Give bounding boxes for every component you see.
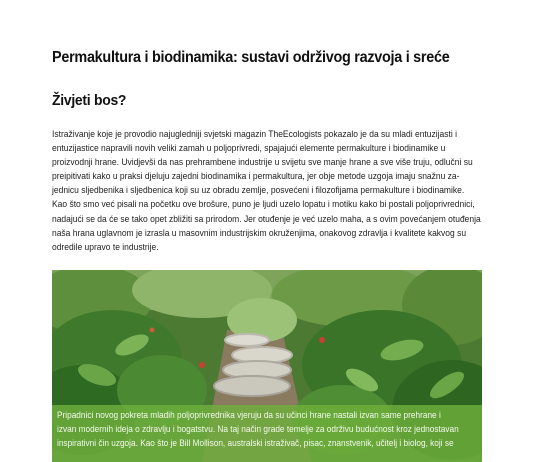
paragraph-line: jednicu sljedbenika i sljedbenica koji su uz obradu zemlje, posvećeni i filozofijama permakulture i biodinamike. [52, 184, 465, 196]
photo-caption [52, 405, 482, 462]
paragraph-line: preipitivati kako u praksi djeluju zajedni biodinamika i permakultura, jer obje metode uzgoja imaju snažnu za- [52, 170, 460, 182]
paragraph-line: odredile upravo te industrije. [52, 240, 159, 252]
paragraph-line: Istraživanje koje je provodio najugledniji svjetski magazin TheEcologists pokazalo je da su mladi entuzijasti i [52, 128, 457, 139]
paragraph-line: nadajući se da će se tako opet zbližiti sa prirodom. Jer otuđenje je već uzelo maha, a s ovim povećanjem otuđenja [52, 212, 481, 224]
caption-line: Pripadnici novog pokreta mladih poljoprivrednika vjeruju da su učinci hrane nastali izvan same prehrane i [57, 410, 441, 420]
caption-line: izvan modernih ideja o zdravlju i bogatstvu. Na taj način grade temelje za održivu budućnost kroz jednostavan [57, 424, 459, 435]
paragraph-line: proizvodnji hrane. Uvidjevši da nas prehrambene industrije u svijetu sve manje hrane a sve više truju, odlučni su [52, 156, 473, 168]
paragraph-line: entuzijastice napravili novih veliki zamah u poljoprivredi, spajajući elemente permakulture i biodinamike u [52, 142, 446, 154]
section-heading: Živjeti bos? [52, 92, 127, 109]
paragraph-line: Kao što smo već pisali na početku ove brošure, puno je ljudi uzelo lopatu i motiku kako bi postali poljoprivrednici, [52, 198, 475, 210]
garden-photo [52, 270, 482, 462]
page-title: Permakultura i biodinamika: sustavi održivog razvoja i sreće [52, 49, 450, 66]
body-paragraph [52, 127, 532, 254]
caption-line: inspirativni čin uzgoja. Kao što je Bill Mollison, australski istraživač, pisac, znanstvenik, učitelj i biolog, koji se [57, 438, 454, 449]
paragraph-line: naša hrana uglavnom je izrasla u masovnim industrijskim okruženjima, onakovog zdravlja i kvalitete kakvog su [52, 226, 467, 238]
